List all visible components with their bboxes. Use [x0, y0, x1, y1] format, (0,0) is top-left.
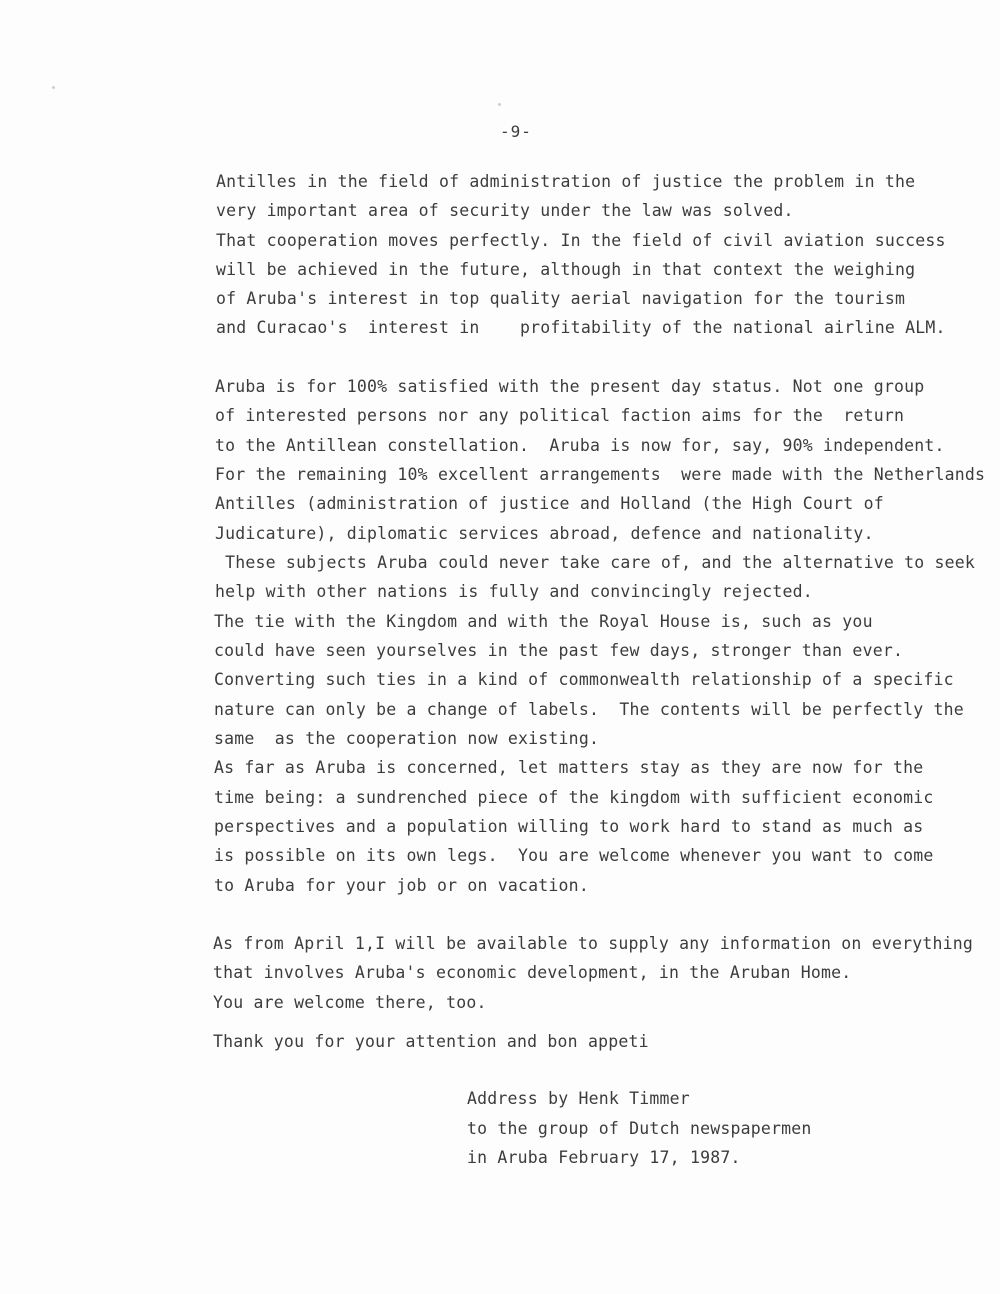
text-line: Antilles in the field of administration of justice the problem in the: [216, 172, 916, 191]
text-line: That cooperation moves perfectly. In the field of civil aviation success: [216, 231, 946, 250]
paper-speck: [498, 103, 501, 106]
text-line: Aruba is for 100% satisfied with the present day status. Not one group: [215, 377, 925, 396]
text-line: and Curacao's interest in profitability of the national airline ALM.: [216, 318, 946, 337]
text-line: Antilles (administration of justice and Holland (the High Court of: [215, 494, 884, 513]
text-line: Converting such ties in a kind of commonwealth relationship of a specific: [214, 670, 954, 689]
text-line: to Aruba for your job or on vacation.: [214, 876, 589, 895]
text-line: that involves Aruba's economic development, in the Aruban Home.: [213, 963, 852, 982]
signature-line: in Aruba February 17, 1987.: [467, 1148, 741, 1167]
closing-line: Thank you for your attention and bon appeti: [213, 1032, 649, 1051]
text-line: These subjects Aruba could never take care of, and the alternative to seek: [215, 553, 976, 572]
text-line: could have seen yourselves in the past few days, stronger than ever.: [214, 641, 904, 660]
text-line: to the Antillean constellation. Aruba is now for, say, 90% independent.: [215, 436, 945, 455]
text-line: will be achieved in the future, although in that context the weighing: [216, 260, 916, 279]
text-line: You are welcome there, too.: [213, 993, 487, 1012]
text-line: For the remaining 10% excellent arrangements were made with the Netherlands: [215, 465, 986, 484]
text-line: nature can only be a change of labels. The contents will be perfectly the: [214, 700, 964, 719]
signature-line: Address by Henk Timmer: [467, 1089, 690, 1108]
text-line: perspectives and a population willing to work hard to stand as much as: [214, 817, 924, 836]
text-line: help with other nations is fully and convincingly rejected.: [215, 582, 813, 601]
text-line: very important area of security under the law was solved.: [216, 201, 794, 220]
text-line: is possible on its own legs. You are welcome whenever you want to come: [214, 846, 934, 865]
text-line: of Aruba's interest in top quality aerial navigation for the tourism: [216, 289, 906, 308]
text-line: of interested persons nor any political faction aims for the return: [215, 406, 905, 425]
text-line: The tie with the Kingdom and with the Royal House is, such as you: [214, 612, 873, 631]
signature-line: to the group of Dutch newspapermen: [467, 1119, 812, 1138]
text-line: As far as Aruba is concerned, let matters stay as they are now for the: [214, 758, 924, 777]
text-line: As from April 1,I will be available to supply any information on everything: [213, 934, 974, 953]
page-number: -9-: [500, 122, 532, 141]
paper-speck: [52, 86, 55, 89]
text-line: same as the cooperation now existing.: [214, 729, 600, 748]
text-line: Judicature), diplomatic services abroad, defence and nationality.: [215, 524, 874, 543]
text-line: time being: a sundrenched piece of the kingdom with sufficient economic: [214, 788, 934, 807]
